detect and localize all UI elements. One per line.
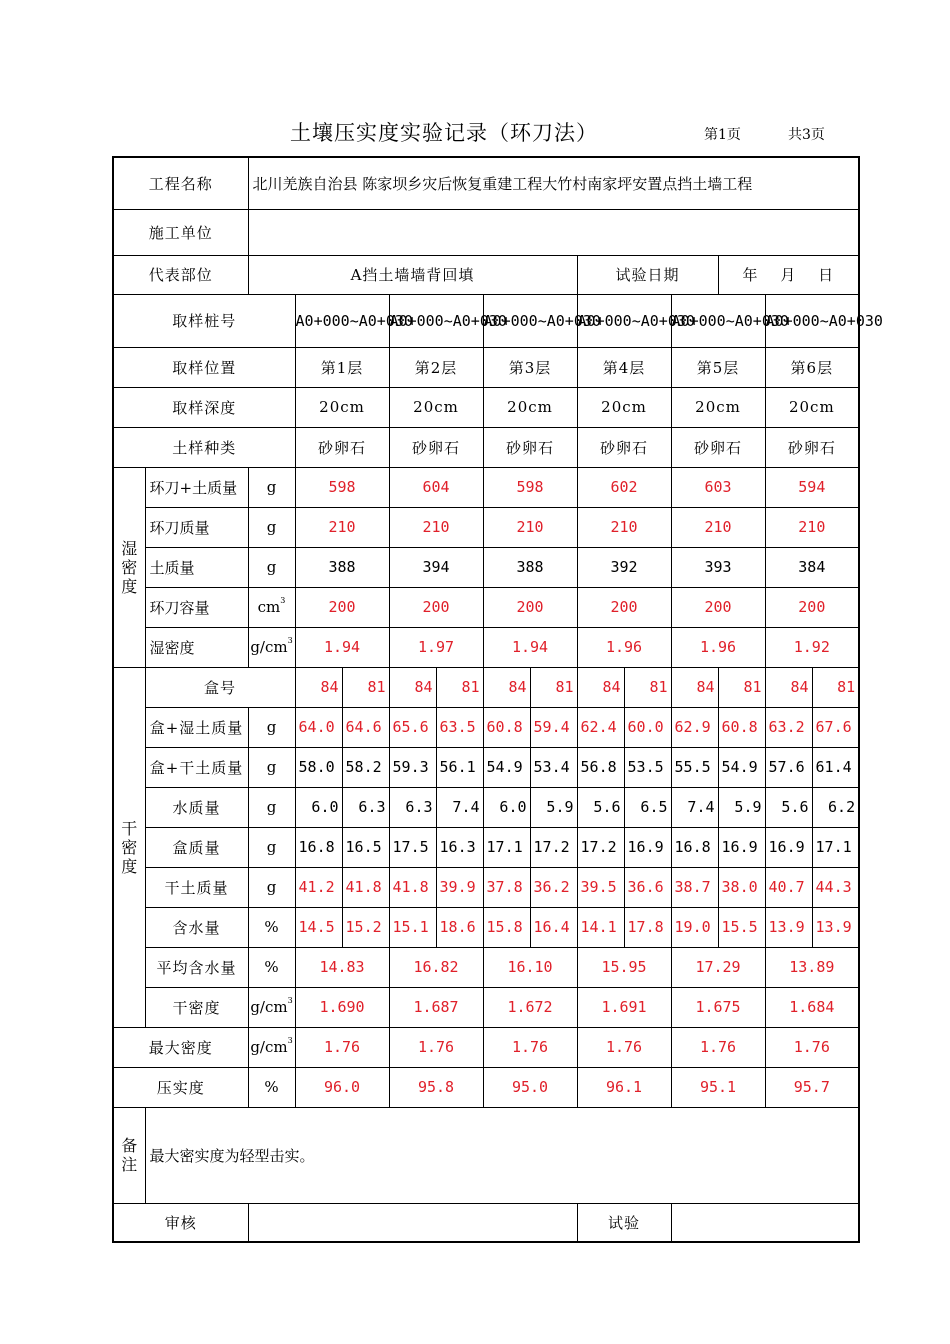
dry-cell: 38.7 (671, 867, 718, 907)
dry-density-cell: 1.675 (671, 987, 765, 1027)
dry-density-cell: 1.672 (483, 987, 577, 1027)
wet-cell: 200 (389, 587, 483, 627)
compaction-cell: 96.0 (295, 1067, 389, 1107)
box-cell: 81 (624, 667, 671, 707)
box-cell: 81 (342, 667, 389, 707)
dry-density-row (113, 987, 859, 1027)
dry-cell: 6.2 (812, 787, 859, 827)
dry-cell: 60.8 (483, 707, 530, 747)
wet-group-label: 湿密度 (113, 467, 145, 667)
dry-cell: 15.1 (389, 907, 436, 947)
dry-cell: 15.2 (342, 907, 389, 947)
review-value (248, 1203, 577, 1242)
wet-row-label: 环刀质量 (145, 507, 248, 547)
wet-row-label: 土质量 (145, 547, 248, 587)
dry-cell: 39.9 (436, 867, 483, 907)
max-density-cell: 1.76 (671, 1027, 765, 1067)
dry-cell: 55.5 (671, 747, 718, 787)
dry-cell: 16.9 (718, 827, 765, 867)
dry-density-cell: 1.684 (765, 987, 859, 1027)
dry-cell: 16.8 (671, 827, 718, 867)
dry-cell: 14.1 (577, 907, 624, 947)
dry-cell: 15.5 (718, 907, 765, 947)
dry-cell: 63.5 (436, 707, 483, 747)
stake-label: 取样桩号 (113, 294, 295, 347)
dry-cell: 39.5 (577, 867, 624, 907)
wet-cell: 384 (765, 547, 859, 587)
dry-cell: 14.5 (295, 907, 342, 947)
dry-cell: 6.5 (624, 787, 671, 827)
position-cell: 第4层 (577, 347, 671, 387)
project-row (113, 157, 859, 209)
dry-density-cell: 1.690 (295, 987, 389, 1027)
position-cell: 第3层 (483, 347, 577, 387)
avg-cell: 14.83 (295, 947, 389, 987)
remark-row (113, 1107, 859, 1203)
dry-row-unit: g (248, 867, 295, 907)
dry-cell: 17.2 (530, 827, 577, 867)
stake-cell: A0+000~A0+030 (577, 294, 671, 347)
dry-row (113, 907, 859, 947)
stake-cell: A0+000~A0+030 (765, 294, 859, 347)
position-cell: 第1层 (295, 347, 389, 387)
stake-cell: A0+000~A0+030 (483, 294, 577, 347)
dry-cell: 56.1 (436, 747, 483, 787)
dry-cell: 59.4 (530, 707, 577, 747)
dry-row-unit: g (248, 707, 295, 747)
dry-cell: 6.3 (342, 787, 389, 827)
wet-cell: 388 (295, 547, 389, 587)
dry-row-unit: g (248, 787, 295, 827)
dry-cell: 6.0 (295, 787, 342, 827)
depth-cell: 20cm (483, 387, 577, 427)
project-value: 北川羌族自治县 陈家坝乡灾后恢复重建工程大竹村南家坪安置点挡土墙工程 (248, 157, 859, 209)
date-value: 年 月 日 (718, 255, 859, 294)
part-label: 代表部位 (113, 255, 248, 294)
dry-cell: 36.2 (530, 867, 577, 907)
position-label: 取样位置 (113, 347, 295, 387)
dry-row (113, 787, 859, 827)
compaction-cell: 95.8 (389, 1067, 483, 1107)
wet-cell: 602 (577, 467, 671, 507)
wet-row (113, 467, 859, 507)
position-row (113, 347, 859, 387)
max-density-cell: 1.76 (295, 1027, 389, 1067)
wet-cell: 210 (765, 507, 859, 547)
dry-cell: 17.1 (812, 827, 859, 867)
dry-cell: 63.2 (765, 707, 812, 747)
dry-cell: 16.4 (530, 907, 577, 947)
box-cell: 81 (530, 667, 577, 707)
wet-cell: 210 (389, 507, 483, 547)
date-label: 试验日期 (577, 255, 718, 294)
wet-cell: 388 (483, 547, 577, 587)
dry-row-label: 盒+湿土质量 (145, 707, 248, 747)
depth-cell: 20cm (295, 387, 389, 427)
remark-label: 备注 (113, 1107, 145, 1203)
unit-label: 施工单位 (113, 209, 248, 255)
test-value (671, 1203, 859, 1242)
dry-cell: 16.9 (765, 827, 812, 867)
test-label: 试验 (577, 1203, 671, 1242)
wet-cell: 200 (295, 587, 389, 627)
depth-cell: 20cm (577, 387, 671, 427)
depth-cell: 20cm (671, 387, 765, 427)
max-density-cell: 1.76 (483, 1027, 577, 1067)
avg-label: 平均含水量 (145, 947, 248, 987)
position-cell: 第6层 (765, 347, 859, 387)
dry-row-unit: g (248, 747, 295, 787)
stake-row (113, 294, 859, 347)
dry-cell: 62.9 (671, 707, 718, 747)
dry-cell: 7.4 (671, 787, 718, 827)
dry-row (113, 867, 859, 907)
dry-cell: 19.0 (671, 907, 718, 947)
dry-cell: 41.2 (295, 867, 342, 907)
depth-cell: 20cm (389, 387, 483, 427)
dry-cell: 38.0 (718, 867, 765, 907)
dry-row-label: 盒+干土质量 (145, 747, 248, 787)
dry-cell: 58.0 (295, 747, 342, 787)
dry-density-unit: $g/cm^3$ (248, 987, 295, 1027)
dry-cell: 41.8 (342, 867, 389, 907)
dry-cell: 17.1 (483, 827, 530, 867)
dry-cell: 41.8 (389, 867, 436, 907)
compaction-unit: % (248, 1067, 295, 1107)
wet-row (113, 587, 859, 627)
dry-cell: 59.3 (389, 747, 436, 787)
wet-cell: 394 (389, 547, 483, 587)
max-density-cell: 1.76 (765, 1027, 859, 1067)
dry-cell: 7.4 (436, 787, 483, 827)
dry-cell: 36.6 (624, 867, 671, 907)
depth-row (113, 387, 859, 427)
wet-cell: 210 (577, 507, 671, 547)
avg-cell: 13.89 (765, 947, 859, 987)
compaction-cell: 95.7 (765, 1067, 859, 1107)
wet-cell: 1.92 (765, 627, 859, 667)
dry-row-label: 含水量 (145, 907, 248, 947)
dry-cell: 65.6 (389, 707, 436, 747)
dry-row (113, 827, 859, 867)
dry-cell: 54.9 (718, 747, 765, 787)
wet-row (113, 547, 859, 587)
wet-cell: 1.96 (671, 627, 765, 667)
box-cell: 84 (577, 667, 624, 707)
dry-cell: 62.4 (577, 707, 624, 747)
compaction-cell: 95.0 (483, 1067, 577, 1107)
page-title: 土壤压实度实验记录（环刀法） (290, 121, 598, 145)
soil-cell: 砂卵石 (577, 427, 671, 467)
dry-cell: 54.9 (483, 747, 530, 787)
wet-cell: 598 (295, 467, 389, 507)
part-value: A挡土墙墙背回填 (248, 255, 577, 294)
dry-cell: 67.6 (812, 707, 859, 747)
max-density-unit: $g/cm^3$ (248, 1027, 295, 1067)
dry-cell: 5.6 (765, 787, 812, 827)
dry-cell: 16.3 (436, 827, 483, 867)
dry-row-unit: g (248, 827, 295, 867)
unit-row (113, 209, 859, 255)
dry-cell: 13.9 (812, 907, 859, 947)
stake-cell: A0+000~A0+030 (671, 294, 765, 347)
stake-cell: A0+000~A0+030 (295, 294, 389, 347)
avg-unit: % (248, 947, 295, 987)
remark-text: 最大密实度为轻型击实。 (145, 1107, 859, 1203)
wet-cell: 210 (671, 507, 765, 547)
soil-cell: 砂卵石 (389, 427, 483, 467)
dry-cell: 37.8 (483, 867, 530, 907)
box-cell: 81 (812, 667, 859, 707)
compaction-cell: 96.1 (577, 1067, 671, 1107)
dry-cell: 61.4 (812, 747, 859, 787)
avg-row (113, 947, 859, 987)
position-cell: 第2层 (389, 347, 483, 387)
compaction-label: 压实度 (113, 1067, 248, 1107)
box-row (113, 667, 859, 707)
avg-cell: 15.95 (577, 947, 671, 987)
position-cell: 第5层 (671, 347, 765, 387)
wet-row (113, 507, 859, 547)
dry-cell: 6.0 (483, 787, 530, 827)
box-cell: 84 (295, 667, 342, 707)
dry-cell: 5.9 (718, 787, 765, 827)
dry-cell: 57.6 (765, 747, 812, 787)
wet-row-label: 湿密度 (145, 627, 248, 667)
wet-cell: 200 (765, 587, 859, 627)
page-total: 共3页 (788, 127, 825, 143)
stake-cell: A0+000~A0+030 (389, 294, 483, 347)
dry-cell: 18.6 (436, 907, 483, 947)
wet-cell: 1.96 (577, 627, 671, 667)
compaction-row (113, 1067, 859, 1107)
wet-cell: 603 (671, 467, 765, 507)
box-cell: 84 (389, 667, 436, 707)
depth-label: 取样深度 (113, 387, 295, 427)
dry-row (113, 707, 859, 747)
wet-row-unit: g (248, 467, 295, 507)
compaction-cell: 95.1 (671, 1067, 765, 1107)
dry-cell: 44.3 (812, 867, 859, 907)
dry-row-unit: % (248, 907, 295, 947)
dry-cell: 5.6 (577, 787, 624, 827)
dry-cell: 13.9 (765, 907, 812, 947)
dry-cell: 53.4 (530, 747, 577, 787)
dry-cell: 17.8 (624, 907, 671, 947)
wet-cell: 210 (483, 507, 577, 547)
box-cell: 84 (483, 667, 530, 707)
dry-cell: 5.9 (530, 787, 577, 827)
dry-cell: 17.2 (577, 827, 624, 867)
box-cell: 81 (718, 667, 765, 707)
dry-cell: 64.6 (342, 707, 389, 747)
wet-cell: 393 (671, 547, 765, 587)
dry-cell: 17.5 (389, 827, 436, 867)
depth-cell: 20cm (765, 387, 859, 427)
wet-cell: 1.94 (483, 627, 577, 667)
dry-density-cell: 1.687 (389, 987, 483, 1027)
dry-density-label: 干密度 (145, 987, 248, 1027)
dry-cell: 16.5 (342, 827, 389, 867)
max-density-cell: 1.76 (577, 1027, 671, 1067)
dry-cell: 53.5 (624, 747, 671, 787)
dry-row-label: 干土质量 (145, 867, 248, 907)
box-label: 盒号 (145, 667, 295, 707)
dry-row (113, 747, 859, 787)
wet-row-unit: g (248, 547, 295, 587)
dry-cell: 60.8 (718, 707, 765, 747)
max-density-row (113, 1027, 859, 1067)
dry-row-label: 盒质量 (145, 827, 248, 867)
wet-row-label: 环刀容量 (145, 587, 248, 627)
unit-value (248, 209, 859, 255)
wet-cell: 594 (765, 467, 859, 507)
wet-cell: 200 (577, 587, 671, 627)
dry-cell: 60.0 (624, 707, 671, 747)
part-row (113, 255, 859, 294)
soil-cell: 砂卵石 (765, 427, 859, 467)
dry-row-label: 水质量 (145, 787, 248, 827)
dry-density-cell: 1.691 (577, 987, 671, 1027)
soil-cell: 砂卵石 (483, 427, 577, 467)
dry-cell: 16.9 (624, 827, 671, 867)
page-number: 第1页 (704, 127, 741, 143)
box-cell: 81 (436, 667, 483, 707)
max-density-cell: 1.76 (389, 1027, 483, 1067)
wet-row-unit: $cm^3$ (248, 587, 295, 627)
dry-cell: 58.2 (342, 747, 389, 787)
soil-label: 土样种类 (113, 427, 295, 467)
dry-group-label: 干密度 (113, 667, 145, 1027)
dry-cell: 56.8 (577, 747, 624, 787)
wet-row-unit: $g/cm^3$ (248, 627, 295, 667)
wet-row-unit: g (248, 507, 295, 547)
box-cell: 84 (765, 667, 812, 707)
avg-cell: 16.82 (389, 947, 483, 987)
wet-cell: 200 (671, 587, 765, 627)
wet-row (113, 627, 859, 667)
wet-cell: 200 (483, 587, 577, 627)
review-label: 审核 (113, 1203, 248, 1242)
project-label: 工程名称 (113, 157, 248, 209)
max-density-label: 最大密度 (113, 1027, 248, 1067)
dry-cell: 16.8 (295, 827, 342, 867)
soil-cell: 砂卵石 (671, 427, 765, 467)
soil-row (113, 427, 859, 467)
dry-cell: 6.3 (389, 787, 436, 827)
wet-cell: 1.94 (295, 627, 389, 667)
box-cell: 84 (671, 667, 718, 707)
wet-cell: 598 (483, 467, 577, 507)
dry-cell: 40.7 (765, 867, 812, 907)
wet-cell: 1.97 (389, 627, 483, 667)
wet-cell: 604 (389, 467, 483, 507)
wet-cell: 392 (577, 547, 671, 587)
dry-cell: 64.0 (295, 707, 342, 747)
wet-cell: 210 (295, 507, 389, 547)
signature-row (113, 1203, 859, 1242)
wet-row-label: 环刀+土质量 (145, 467, 248, 507)
avg-cell: 16.10 (483, 947, 577, 987)
avg-cell: 17.29 (671, 947, 765, 987)
soil-cell: 砂卵石 (295, 427, 389, 467)
record-table (112, 156, 883, 1243)
dry-cell: 15.8 (483, 907, 530, 947)
